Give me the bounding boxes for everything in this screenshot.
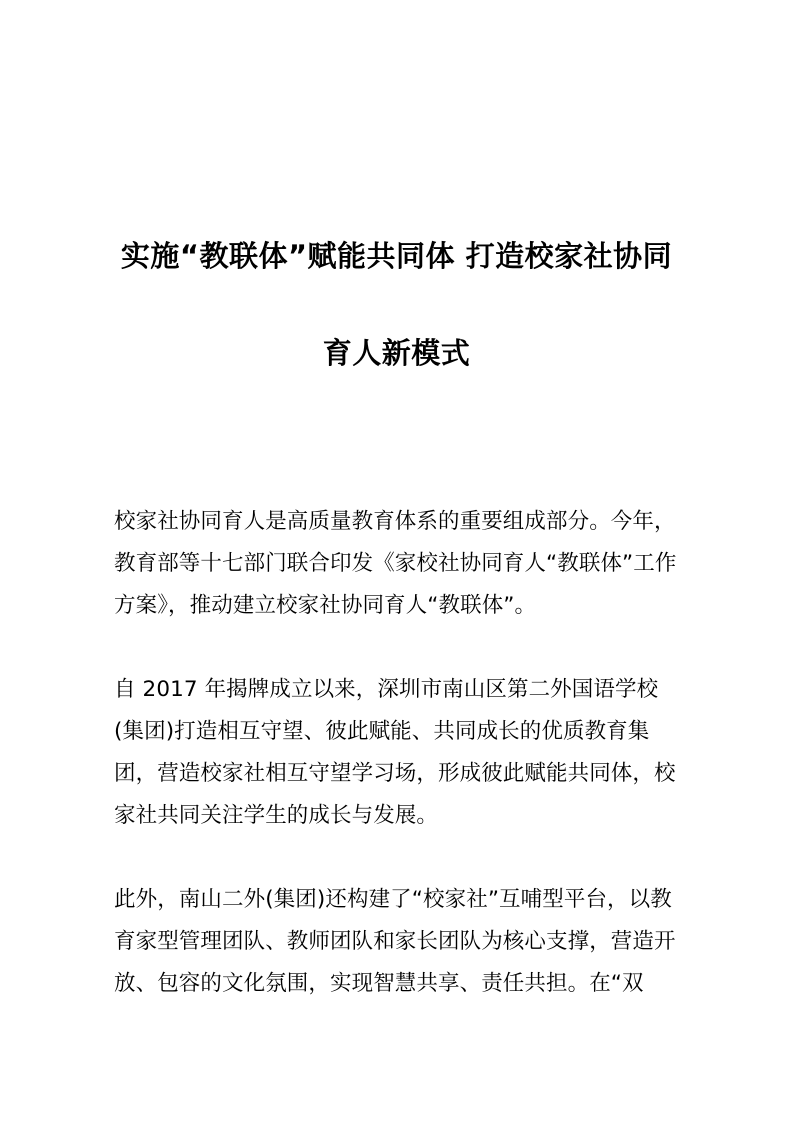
document-title-line-1: 实施“教联体”赋能共同体 打造校家社协同 <box>120 239 673 273</box>
document-title-line-2: 育人新模式 <box>322 336 471 370</box>
document-body <box>114 501 679 1005</box>
document-title <box>108 208 685 402</box>
paragraph-1: 校家社协同育人是高质量教育体系的重要组成部分。今年，教育部等十七部门联合印发《家校社协同育人“教联体”工作方案》，推动建立校家社协同育人“教联体”。 <box>114 509 677 618</box>
paragraph-3: 此外，南山二外(集团)还构建了“校家社”互哺型平台，以教育家型管理团队、教师团队和家长团队为核心支撑，营造开放、包容的文化氛围，实现智慧共享、责任共担。在“双 <box>114 887 676 996</box>
paragraph-2: 自 2017 年揭牌成立以来，深圳市南山区第二外国语学校(集团)打造相互守望、彼此赋能、共同成长的优质教育集团，营造校家社相互守望学习场，形成彼此赋能共同体，校家社共同关注学生的成长与发展。 <box>114 677 676 828</box>
